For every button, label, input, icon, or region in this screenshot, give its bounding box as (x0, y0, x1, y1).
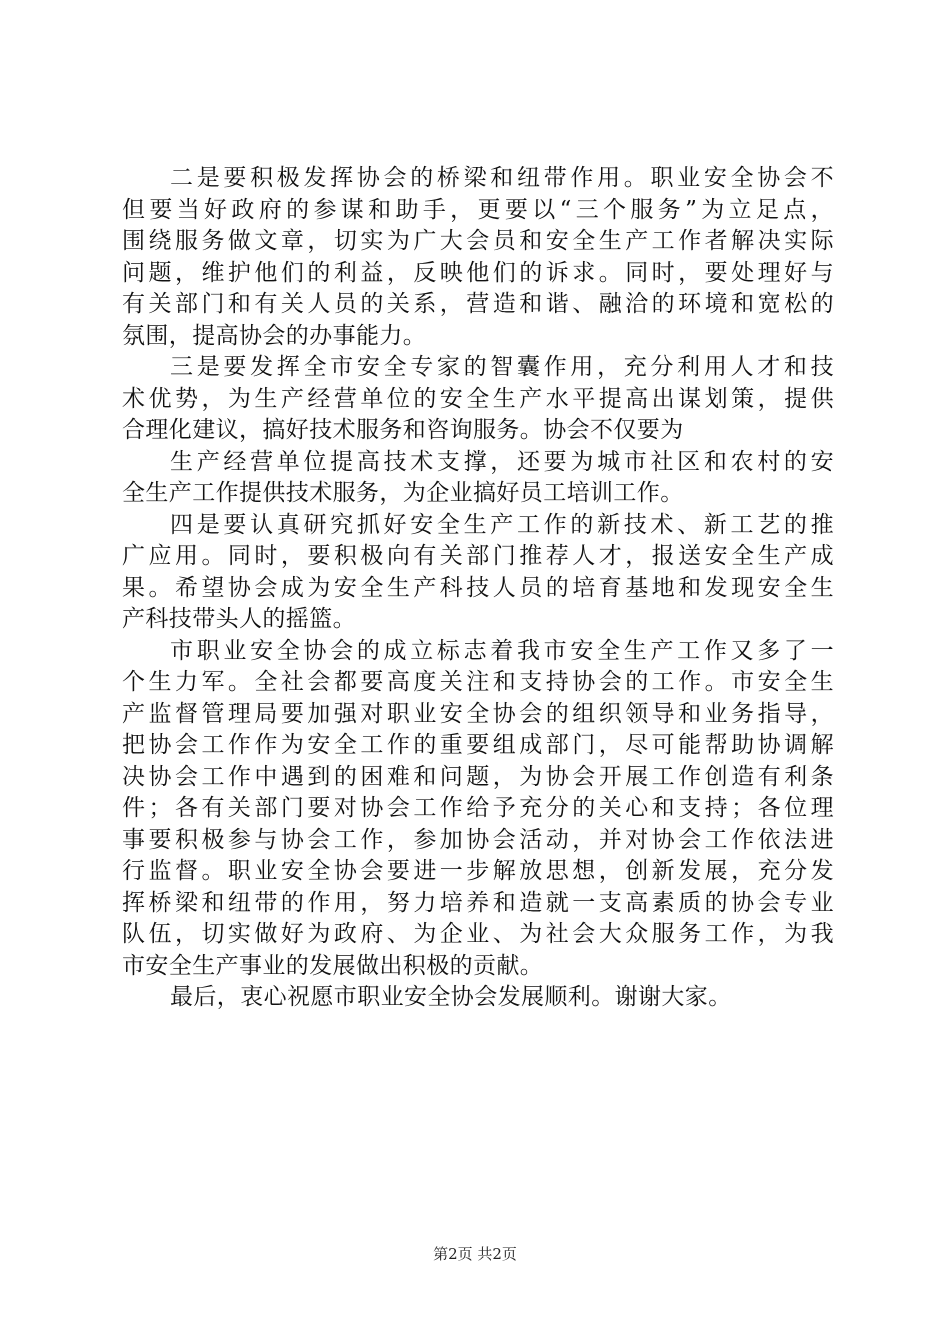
text-line: 术优势，为生产经营单位的安全生产水平提高出谋划策，提供 (122, 385, 834, 412)
text-line: 行监督。职业安全协会要进一步解放思想，创新发展，充分发 (122, 858, 834, 884)
text-line: 市安全生产事业的发展做出积极的贡献。 (122, 952, 544, 979)
text-line: 氛围，提高协会的办事能力。 (122, 322, 427, 349)
text-line: 全生产工作提供技术服务，为企业搞好员工培训工作。 (122, 480, 684, 506)
text-line: 有关部门和有关人员的关系，营造和谐、融洽的环境和宽松的 (122, 291, 834, 317)
text-line: 个生力军。全社会都要高度关注和支持协会的工作。市安全生 (122, 669, 834, 695)
document-body (122, 163, 834, 1014)
text-line: 队伍，切实做好为政府、为企业、为社会大众服务工作，为我 (122, 921, 834, 947)
text-line: 果。希望协会成为安全生产科技人员的培育基地和发现安全生 (122, 574, 834, 601)
text-line: 四是要认真研究抓好安全生产工作的新技术、新工艺的推 (170, 511, 834, 538)
text-line: 挥桥梁和纽带的作用，努力培养和造就一支高素质的协会专业 (122, 889, 834, 916)
text-line: 事要积极参与协会工作，参加协会活动，并对协会工作依法进 (122, 826, 834, 853)
text-line: 广应用。同时，要积极向有关部门推荐人才，报送安全生产成 (122, 543, 834, 569)
text-line: 产监督管理局要加强对职业安全协会的组织领导和业务指导， (122, 700, 834, 727)
page-number-footer: 第2页 共2页 (433, 1245, 517, 1263)
text-line: 决协会工作中遇到的困难和问题，为协会开展工作创造有利条 (122, 763, 834, 790)
text-line: 二是要积极发挥协会的桥梁和纽带作用。职业安全协会不 (170, 165, 834, 191)
text-line: 市职业安全协会的成立标志着我市安全生产工作又多了一 (170, 637, 834, 664)
text-line: 但要当好政府的参谋和助手，更要以“三个服务”为立足点， (122, 196, 834, 223)
text-line: 件；各有关部门要对协会工作给予充分的关心和支持；各位理 (122, 795, 834, 821)
text-line: 问题，维护他们的利益，反映他们的诉求。同时，要处理好与 (122, 259, 834, 286)
text-line: 围绕服务做文章，切实为广大会员和安全生产工作者解决实际 (122, 228, 834, 254)
text-line: 生产经营单位提高技术支撑，还要为城市社区和农村的安 (170, 448, 834, 475)
text-line: 合理化建议，搞好技术服务和咨询服务。协会不仅要为 (122, 417, 684, 443)
text-line: 三是要发挥全市安全专家的智囊作用，充分利用人才和技 (170, 354, 834, 380)
text-line: 把协会工作作为安全工作的重要组成部门，尽可能帮助协调解 (122, 732, 834, 758)
text-line: 最后，衷心祝愿市职业安全协会发展顺利。谢谢大家。 (170, 984, 732, 1010)
text-line: 产科技带头人的摇篮。 (122, 606, 356, 632)
